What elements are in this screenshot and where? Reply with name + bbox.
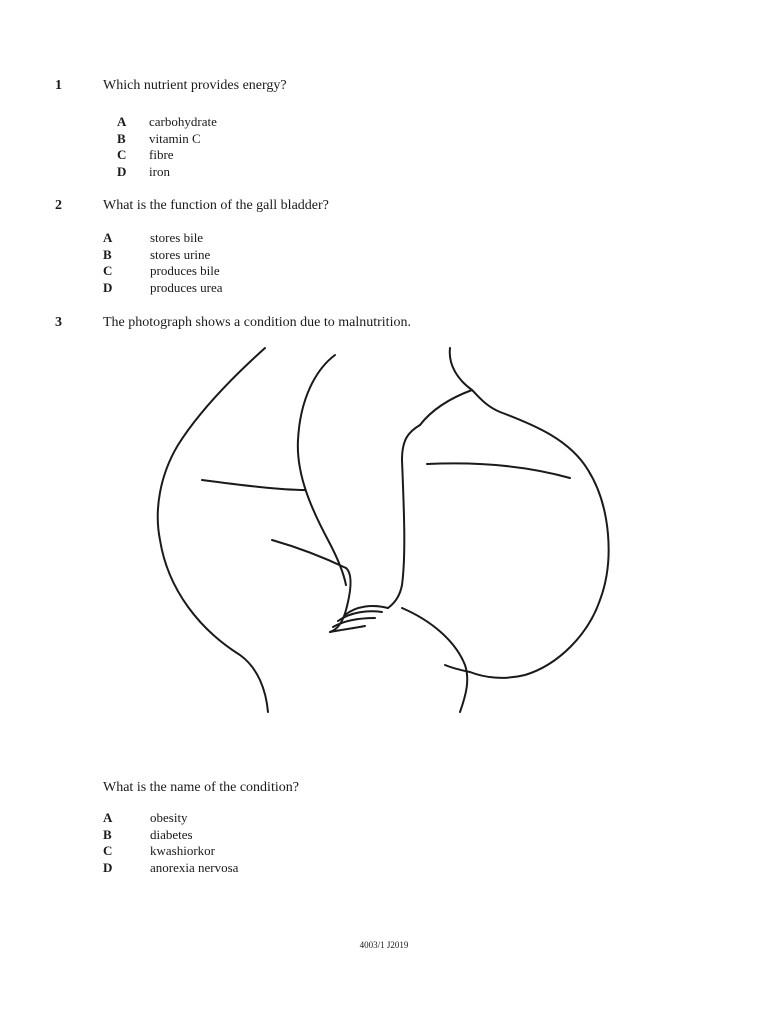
option-1a[interactable]: [103, 114, 217, 131]
option-1c[interactable]: [103, 147, 217, 164]
option-2c[interactable]: [103, 263, 223, 280]
option-2a[interactable]: [103, 230, 223, 247]
option-text: vitamin C: [149, 130, 201, 146]
option-text: produces bile: [150, 263, 220, 278]
option-letter: B: [117, 130, 126, 146]
option-letter: C: [103, 263, 113, 278]
options-question-2: [103, 230, 223, 296]
question-number-3: 3: [55, 315, 62, 330]
option-letter: A: [103, 810, 113, 825]
option-2d[interactable]: [103, 280, 223, 297]
options-question-3: [103, 810, 238, 876]
question-number-1: 1: [55, 78, 62, 93]
option-letter: A: [117, 114, 127, 129]
option-2b[interactable]: [103, 247, 223, 264]
option-letter: D: [103, 859, 113, 875]
options-question-1: [103, 114, 217, 180]
option-letter: B: [103, 246, 112, 262]
option-text: kwashiorkor: [150, 843, 215, 858]
option-1d[interactable]: [103, 164, 217, 181]
option-letter: B: [103, 826, 112, 842]
question-number-2: 2: [55, 198, 62, 213]
option-text: iron: [149, 163, 170, 179]
question-subtext-3: What is the name of the condition?: [103, 780, 299, 795]
option-letter: C: [103, 843, 113, 858]
option-text: stores bile: [150, 230, 204, 245]
option-text: anorexia nervosa: [150, 859, 239, 875]
option-3b[interactable]: [103, 827, 238, 844]
option-text: stores urine: [150, 246, 211, 262]
malnutrition-line-art: [140, 340, 620, 720]
question-text-2: What is the function of the gall bladder?: [103, 198, 329, 213]
page-footer-code: 4003/1 J2019: [359, 940, 409, 950]
option-letter: D: [103, 279, 113, 295]
question-text-1: Which nutrient provides energy?: [103, 78, 287, 93]
option-text: obesity: [150, 810, 188, 825]
option-letter: C: [117, 147, 127, 162]
option-3d[interactable]: [103, 860, 238, 877]
option-text: fibre: [149, 147, 174, 162]
option-text: carbohydrate: [149, 114, 217, 129]
option-1b[interactable]: [103, 131, 217, 148]
question-text-3: The photograph shows a condition due to malnutrition.: [103, 315, 411, 330]
option-letter: A: [103, 230, 113, 245]
option-text: diabetes: [150, 826, 193, 842]
option-3a[interactable]: [103, 810, 238, 827]
option-letter: D: [117, 163, 127, 179]
option-text: produces urea: [150, 279, 223, 295]
option-3c[interactable]: [103, 843, 238, 860]
